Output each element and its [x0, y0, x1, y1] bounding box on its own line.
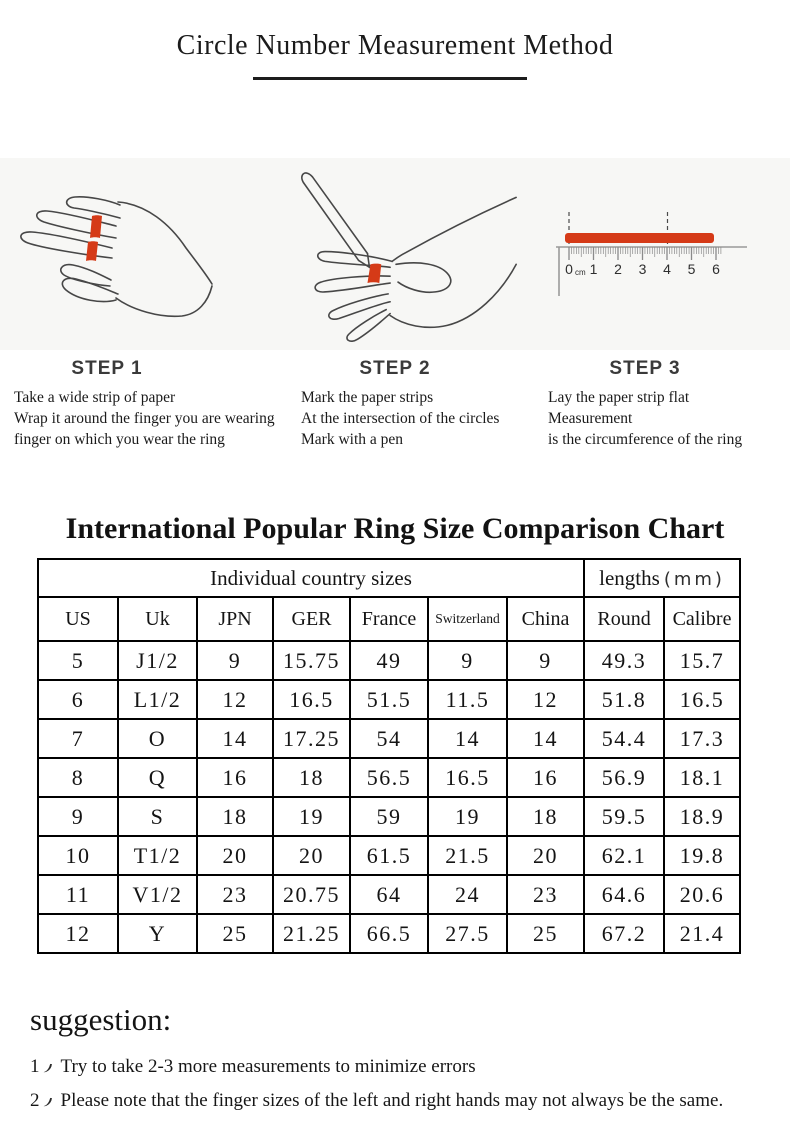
step3-label: STEP 3 [609, 358, 681, 379]
table-cell: 5 [38, 641, 118, 680]
column-header-calibre: Calibre [664, 597, 740, 641]
table-cell: 25 [197, 914, 273, 953]
table-cell: 8 [38, 758, 118, 797]
suggestion-item-1-text: Try to take 2-3 more measurements to minimize errors [60, 1056, 476, 1077]
step1-line2: Wrap it around the finger you are wearing [14, 410, 275, 427]
table-cell: 24 [428, 875, 507, 914]
table-cell: Y [118, 914, 197, 953]
ruler-unit: cm [575, 268, 586, 277]
table-cell: 15.7 [664, 641, 740, 680]
suggestion-item-2 [30, 1090, 723, 1112]
suggestion-item-2-number: 2 [30, 1090, 40, 1111]
ring-size-table [37, 558, 741, 954]
table-cell: 16.5 [273, 680, 350, 719]
table-cell: 56.5 [350, 758, 428, 797]
table-cell: 7 [38, 719, 118, 758]
table-cell: 20.75 [273, 875, 350, 914]
table-cell: V1/2 [118, 875, 197, 914]
chart-title: International Popular Ring Size Comparison Chart [65, 512, 725, 545]
step1-line1: Take a wide strip of paper [14, 389, 176, 406]
group-header-lengths [584, 559, 740, 597]
column-header-row [38, 597, 740, 641]
ruler-icon [532, 158, 762, 350]
table-row [38, 641, 740, 680]
table-cell: 56.9 [584, 758, 664, 797]
table-cell: 9 [428, 641, 507, 680]
table-cell: O [118, 719, 197, 758]
table-row [38, 914, 740, 953]
suggestion-item-1-number: 1 [30, 1056, 40, 1077]
table-cell: 66.5 [350, 914, 428, 953]
table-cell: 16 [197, 758, 273, 797]
table-cell: 19 [428, 797, 507, 836]
column-header-ger: GER [273, 597, 350, 641]
paper-strip [86, 241, 98, 261]
table-cell: 21.25 [273, 914, 350, 953]
ring-size-table-wrap [37, 558, 739, 954]
step3-line2: Measurement [548, 410, 633, 427]
table-cell: T1/2 [118, 836, 197, 875]
column-header-us: US [38, 597, 118, 641]
table-row [38, 797, 740, 836]
ideographic-comma [41, 1062, 51, 1074]
table-cell: 54.4 [584, 719, 664, 758]
table-cell: 49.3 [584, 641, 664, 680]
column-header-france: France [350, 597, 428, 641]
ruler-number: 2 [614, 261, 622, 277]
suggestion-item-1 [30, 1056, 476, 1078]
table-cell: 20.6 [664, 875, 740, 914]
table-row [38, 875, 740, 914]
table-cell: 16 [507, 758, 584, 797]
suggestion-title: suggestion: [30, 1002, 172, 1037]
table-cell: 11.5 [428, 680, 507, 719]
lengths-label: lengths [599, 565, 660, 590]
table-cell: 17.25 [273, 719, 350, 758]
table-cell: 23 [197, 875, 273, 914]
table-cell: 20 [197, 836, 273, 875]
step2-line3: Mark with a pen [301, 431, 404, 448]
hand-with-pen-icon [278, 158, 518, 350]
ruler-number: 1 [589, 261, 598, 277]
pen-icon [303, 183, 358, 261]
table-row [38, 758, 740, 797]
table-cell: 14 [507, 719, 584, 758]
table-cell: 27.5 [428, 914, 507, 953]
table-cell: 18 [507, 797, 584, 836]
column-header-uk: Uk [118, 597, 197, 641]
table-cell: 19.8 [664, 836, 740, 875]
title-underline [253, 77, 527, 80]
illustration-strip [0, 158, 790, 350]
table-cell: 12 [197, 680, 273, 719]
size-table-body [38, 641, 740, 953]
table-cell: 9 [38, 797, 118, 836]
table-cell: J1/2 [118, 641, 197, 680]
table-cell: 51.8 [584, 680, 664, 719]
ruler-number: 6 [712, 261, 720, 277]
table-cell: 64.6 [584, 875, 664, 914]
ruler-number: 4 [663, 261, 671, 277]
table-cell: 9 [507, 641, 584, 680]
table-cell: 18.9 [664, 797, 740, 836]
suggestion-item-2-text: Please note that the finger sizes of the left and right hands may not always be the same. [60, 1090, 724, 1111]
table-cell: 18.1 [664, 758, 740, 797]
table-cell: 17.3 [664, 719, 740, 758]
table-cell: 23 [507, 875, 584, 914]
paper-strip [565, 233, 714, 243]
step1-label: STEP 1 [71, 358, 143, 379]
table-cell: 18 [197, 797, 273, 836]
ruler-number: 0 [565, 261, 573, 277]
step2-label: STEP 2 [359, 358, 431, 379]
table-cell: 12 [38, 914, 118, 953]
column-header-china: China [507, 597, 584, 641]
table-cell: 49 [350, 641, 428, 680]
page-title: Circle Number Measurement Method [176, 30, 614, 61]
table-cell: 20 [273, 836, 350, 875]
lengths-unit: (mm) [663, 568, 725, 590]
table-cell: 21.5 [428, 836, 507, 875]
table-row [38, 719, 740, 758]
table-cell: 9 [197, 641, 273, 680]
step2-line2: At the intersection of the circles [301, 410, 500, 427]
step3-line1: Lay the paper strip flat [548, 389, 690, 406]
column-header-switzerland: Switzerland [428, 597, 507, 641]
ruler-number: 5 [687, 261, 696, 277]
step3-line3: is the circumference of the ring [548, 431, 743, 448]
table-cell: 67.2 [584, 914, 664, 953]
table-cell: 59 [350, 797, 428, 836]
table-cell: 54 [350, 719, 428, 758]
step2-description [301, 387, 546, 450]
step1-line3: finger on which you wear the ring [14, 431, 225, 448]
step3-description [548, 387, 788, 450]
paper-strip [90, 215, 102, 238]
table-cell: 16.5 [664, 680, 740, 719]
table-row [38, 680, 740, 719]
table-row [38, 836, 740, 875]
table-cell: 51.5 [350, 680, 428, 719]
table-cell: S [118, 797, 197, 836]
table-cell: 21.4 [664, 914, 740, 953]
table-cell: 64 [350, 875, 428, 914]
table-cell: 12 [507, 680, 584, 719]
table-cell: 14 [428, 719, 507, 758]
table-cell: 19 [273, 797, 350, 836]
step1-description [14, 387, 292, 450]
ideographic-comma [41, 1096, 51, 1108]
table-cell: 6 [38, 680, 118, 719]
step2-line1: Mark the paper strips [301, 389, 434, 406]
table-cell: Q [118, 758, 197, 797]
table-cell: 16.5 [428, 758, 507, 797]
table-cell: 14 [197, 719, 273, 758]
ruler-number: 3 [638, 261, 647, 277]
table-cell: 62.1 [584, 836, 664, 875]
table-cell: 18 [273, 758, 350, 797]
table-cell: L1/2 [118, 680, 197, 719]
table-cell: 25 [507, 914, 584, 953]
table-cell: 15.75 [273, 641, 350, 680]
ruler-ticks [569, 247, 721, 260]
column-header-round: Round [584, 597, 664, 641]
table-cell: 10 [38, 836, 118, 875]
group-header-country-sizes: Individual country sizes [38, 559, 584, 597]
group-header-row [38, 559, 740, 597]
table-cell: 11 [38, 875, 118, 914]
table-cell: 59.5 [584, 797, 664, 836]
hand-with-strip-icon [8, 158, 220, 350]
column-header-jpn: JPN [197, 597, 273, 641]
table-cell: 20 [507, 836, 584, 875]
table-cell: 61.5 [350, 836, 428, 875]
